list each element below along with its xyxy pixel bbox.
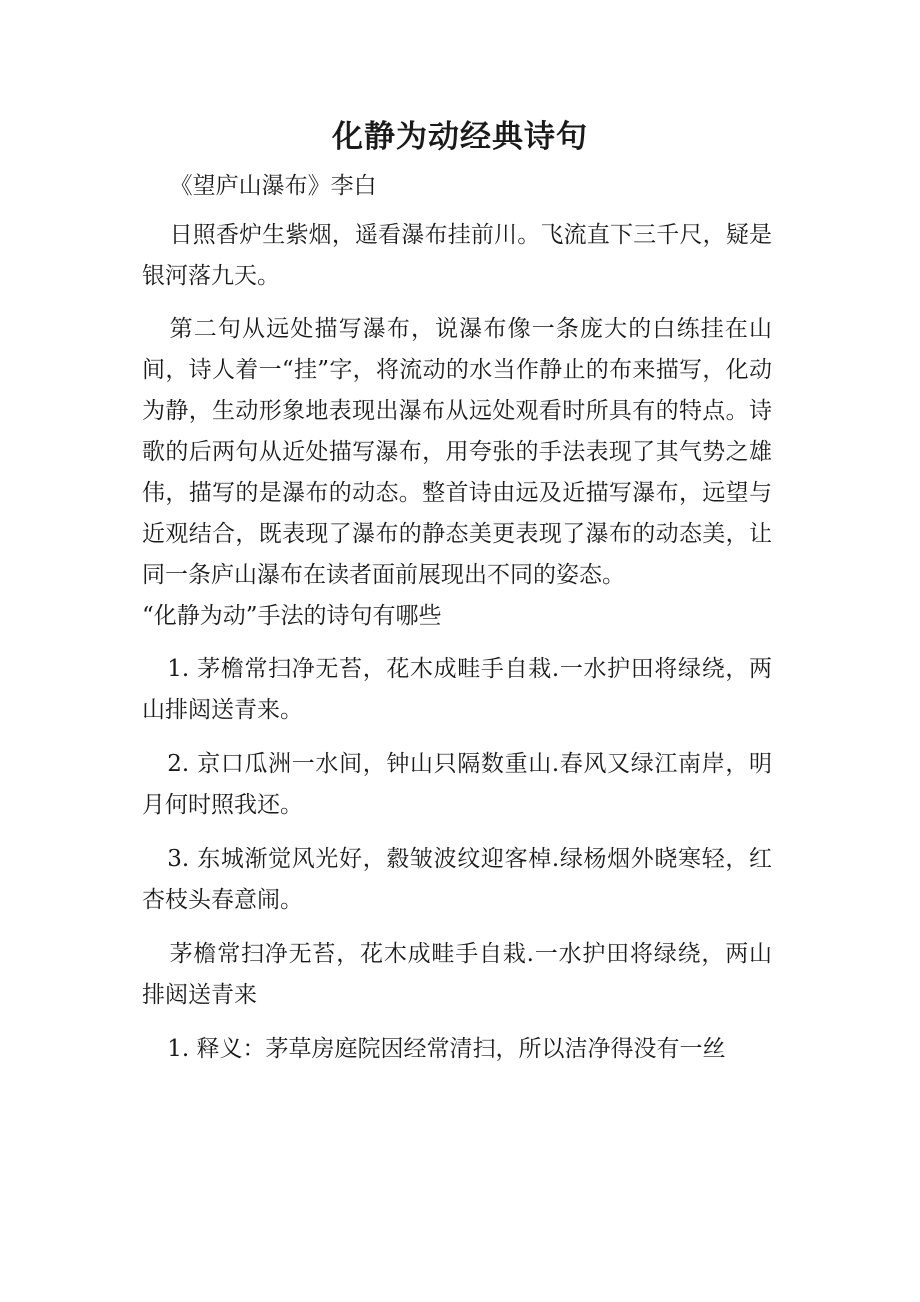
poem-heading: 《望庐山瀑布》李白 [169,173,377,199]
document-body [142,166,772,1070]
list-item: 1. 茅檐常扫净无苔，花木成畦手自栽.一水护田将绿绕，两山排闼送青来。 [142,656,772,723]
analysis-paragraph: 第二句从远处描写瀑布，说瀑布像一条庞大的白练挂在山间，诗人着一“挂”字，将流动的水当作静止的布来描写，化动为静，生动形象地表现出瀑布从远处观看时所具有的特点。诗歌的后两句从近处描写瀑布，用夸张的手法表现了其气势之雄伟，描写的是瀑布的动态。整首诗由远及近描写瀑布，远望与近观结合，既表现了瀑布的静态美更表现了瀑布的动态美，让同一条庐山瀑布在读者面前展现出不同的姿态。 [142,316,772,588]
list-item: 3. 东城渐觉风光好，縠皱波纹迎客棹.绿杨烟外晓寒轻，红杏枝头春意闹。 [142,846,772,913]
section-heading: “化静为动”手法的诗句有哪些 [142,603,442,629]
list-item: 2. 京口瓜洲一水间，钟山只隔数重山.春风又绿江南岸，明月何时照我还。 [142,751,772,818]
document-title: 化静为动经典诗句 [332,119,588,155]
explanation-item: 1. 释义：茅草房庭院因经常清扫，所以洁净得没有一丝 [167,1036,726,1062]
quote-paragraph: 茅檐常扫净无苔，花木成畦手自栽.一水护田将绿绕，两山排闼送青来 [142,941,772,1008]
poem-text: 日照香炉生紫烟，遥看瀑布挂前川。飞流直下三千尺，疑是银河落九天。 [142,222,772,289]
